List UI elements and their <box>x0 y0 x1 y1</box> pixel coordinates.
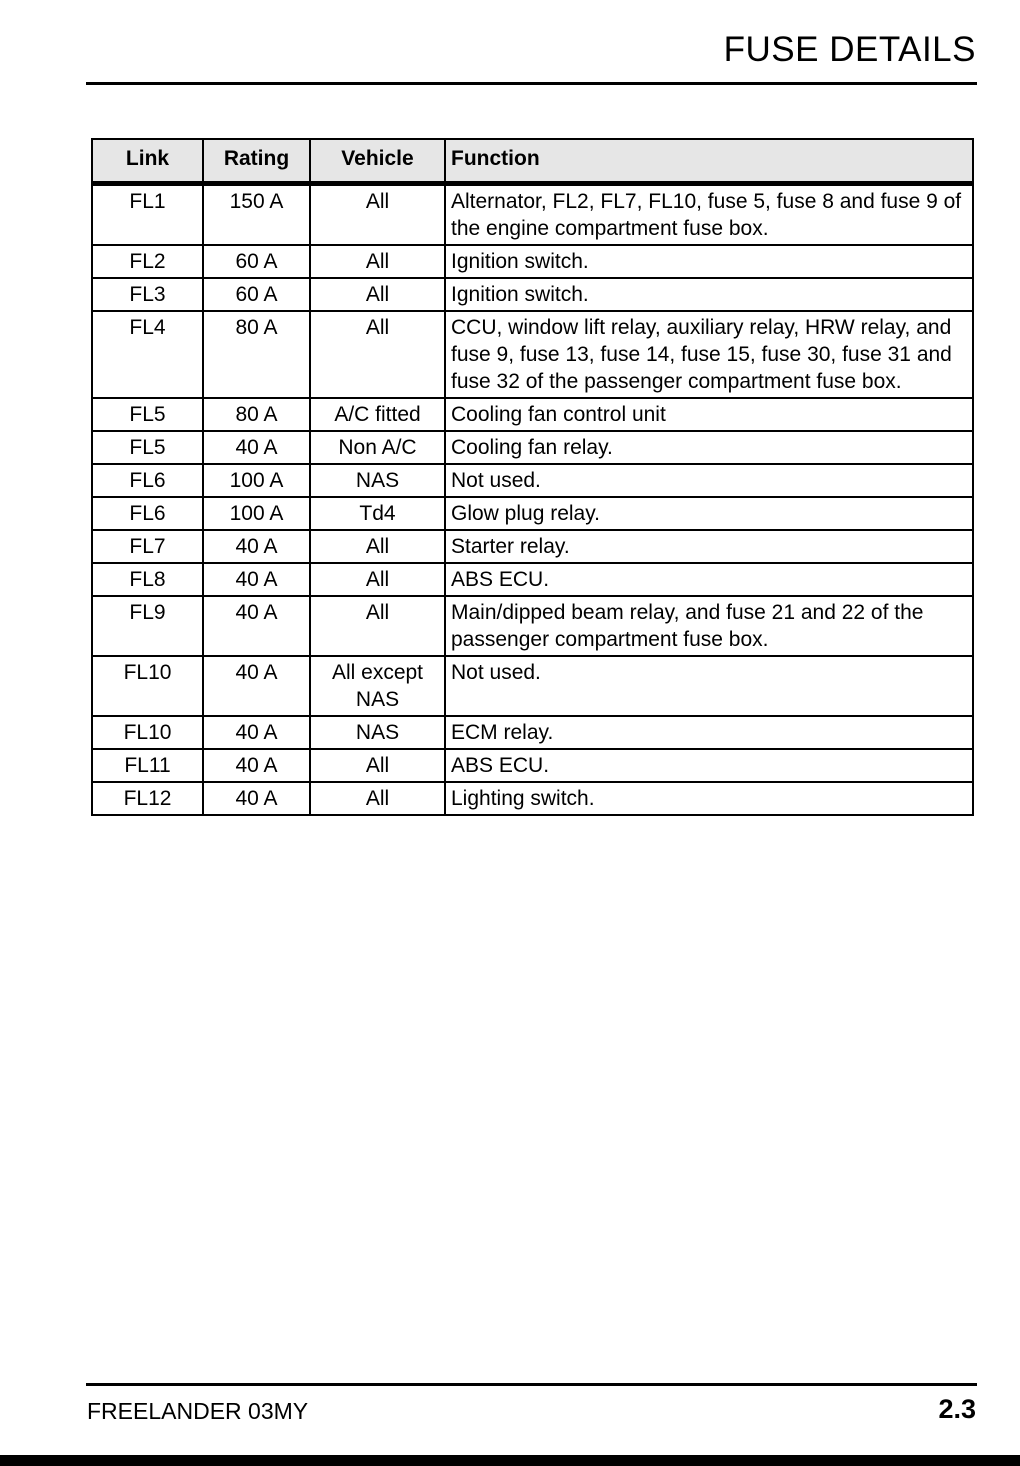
table-row <box>92 278 973 311</box>
column-header-rating: Rating <box>203 139 310 184</box>
cell-vehicle: All <box>310 530 445 563</box>
cell-rating: 40 A <box>203 530 310 563</box>
cell-link: FL6 <box>92 464 203 497</box>
table-row <box>92 311 973 398</box>
cell-function: Ignition switch. <box>445 278 973 311</box>
table-row <box>92 782 973 815</box>
cell-link: FL8 <box>92 563 203 596</box>
cell-link: FL9 <box>92 596 203 656</box>
table-row <box>92 431 973 464</box>
cell-rating: 60 A <box>203 278 310 311</box>
column-header-link: Link <box>92 139 203 184</box>
table-row <box>92 245 973 278</box>
cell-function: Lighting switch. <box>445 782 973 815</box>
cell-link: FL3 <box>92 278 203 311</box>
cell-function: ECM relay. <box>445 716 973 749</box>
header-rule <box>86 82 977 85</box>
table-row <box>92 497 973 530</box>
cell-vehicle: All <box>310 782 445 815</box>
cell-function: Main/dipped beam relay, and fuse 21 and 22 of the passenger compartment fuse box. <box>445 596 973 656</box>
cell-rating: 100 A <box>203 464 310 497</box>
cell-vehicle: All <box>310 596 445 656</box>
table-row <box>92 749 973 782</box>
cell-link: FL12 <box>92 782 203 815</box>
cell-link: FL4 <box>92 311 203 398</box>
cell-vehicle: All <box>310 311 445 398</box>
cell-link: FL1 <box>92 184 203 246</box>
cell-rating: 40 A <box>203 749 310 782</box>
cell-rating: 100 A <box>203 497 310 530</box>
cell-vehicle: Non A/C <box>310 431 445 464</box>
table-row <box>92 596 973 656</box>
bottom-edge-bar <box>0 1455 1020 1466</box>
table-row <box>92 398 973 431</box>
cell-link: FL6 <box>92 497 203 530</box>
cell-link: FL5 <box>92 398 203 431</box>
cell-link: FL10 <box>92 656 203 716</box>
cell-link: FL10 <box>92 716 203 749</box>
cell-link: FL2 <box>92 245 203 278</box>
cell-vehicle: All <box>310 563 445 596</box>
cell-function: ABS ECU. <box>445 749 973 782</box>
cell-rating: 80 A <box>203 398 310 431</box>
cell-function: Not used. <box>445 464 973 497</box>
footer-rule <box>86 1383 977 1386</box>
cell-vehicle: All <box>310 184 445 246</box>
cell-vehicle: NAS <box>310 716 445 749</box>
cell-rating: 40 A <box>203 716 310 749</box>
cell-rating: 40 A <box>203 596 310 656</box>
cell-function: Not used. <box>445 656 973 716</box>
cell-rating: 40 A <box>203 656 310 716</box>
cell-function: Cooling fan control unit <box>445 398 973 431</box>
table-row <box>92 530 973 563</box>
cell-vehicle: All except NAS <box>310 656 445 716</box>
cell-link: FL11 <box>92 749 203 782</box>
cell-vehicle: Td4 <box>310 497 445 530</box>
table-row <box>92 563 973 596</box>
table-header-row <box>92 139 973 184</box>
table-row <box>92 184 973 246</box>
cell-rating: 40 A <box>203 563 310 596</box>
cell-vehicle: A/C fitted <box>310 398 445 431</box>
table-row <box>92 464 973 497</box>
cell-function: CCU, window lift relay, auxiliary relay, HRW relay, and fuse 9, fuse 13, fuse 14, fuse 15, fuse 30, fuse 31 and fuse 32 of the passenger compartment fuse box. <box>445 311 973 398</box>
page-title: FUSE DETAILS <box>723 30 976 69</box>
cell-vehicle: All <box>310 245 445 278</box>
cell-link: FL5 <box>92 431 203 464</box>
footer-model: FREELANDER 03MY <box>87 1398 309 1424</box>
cell-function: Cooling fan relay. <box>445 431 973 464</box>
cell-link: FL7 <box>92 530 203 563</box>
cell-function: Starter relay. <box>445 530 973 563</box>
cell-vehicle: All <box>310 749 445 782</box>
cell-rating: 40 A <box>203 782 310 815</box>
cell-vehicle: All <box>310 278 445 311</box>
cell-function: Alternator, FL2, FL7, FL10, fuse 5, fuse 8 and fuse 9 of the engine compartment fuse box. <box>445 184 973 246</box>
table-row <box>92 656 973 716</box>
cell-rating: 40 A <box>203 431 310 464</box>
cell-vehicle: NAS <box>310 464 445 497</box>
table-row <box>92 716 973 749</box>
cell-function: ABS ECU. <box>445 563 973 596</box>
cell-rating: 80 A <box>203 311 310 398</box>
page-number: 2.3 <box>938 1394 976 1424</box>
column-header-vehicle: Vehicle <box>310 139 445 184</box>
cell-function: Ignition switch. <box>445 245 973 278</box>
cell-function: Glow plug relay. <box>445 497 973 530</box>
cell-rating: 150 A <box>203 184 310 246</box>
column-header-function: Function <box>445 139 973 184</box>
fuse-table <box>91 138 974 816</box>
cell-rating: 60 A <box>203 245 310 278</box>
